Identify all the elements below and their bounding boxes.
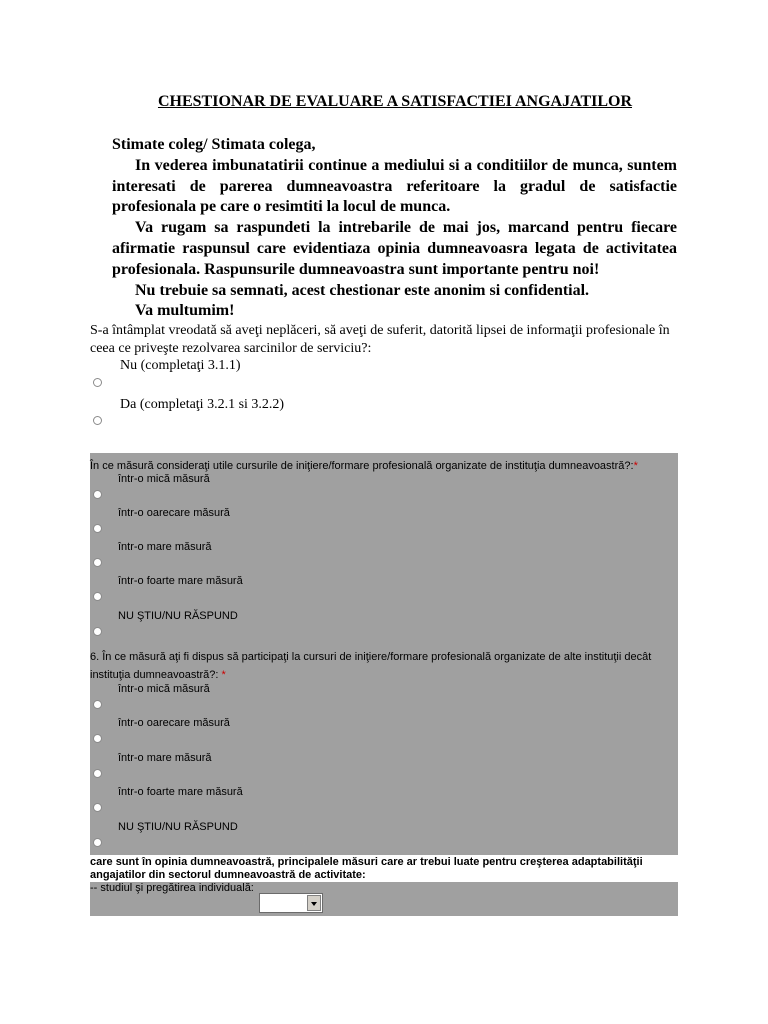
intro-text [112, 135, 677, 322]
question-7-text [90, 856, 643, 882]
q1-radio-no[interactable] [93, 378, 102, 387]
q5-option-label: într-o foarte mare măsură [118, 575, 243, 587]
question-7-sub-item: -- studiul şi pregătirea individuală: [90, 882, 254, 894]
intro-paragraph-4: Va multumim! [135, 302, 235, 320]
question-7-line-2: angajatilor din sectorul dumneavoastră de activitate: [90, 869, 366, 881]
q6-radio-1[interactable] [93, 700, 102, 709]
question-6-text [90, 650, 680, 683]
q6-radio-2[interactable] [93, 734, 102, 743]
question-1-text: S-a întâmplat vreodată să aveţi neplăceri, să aveţi de suferit, datorită lipsei de informaţii profesionale în ceea ce priveşte rezolvarea sarcinilor de serviciu?: [90, 323, 670, 356]
required-mark: * [221, 669, 226, 681]
q5-radio-3[interactable] [93, 558, 102, 567]
greeting: Stimate coleg/ Stimata colega, [112, 136, 316, 153]
individual-study-select[interactable] [259, 893, 323, 913]
q1-option-label: Da (completaţi 3.2.1 si 3.2.2) [120, 397, 285, 412]
q6-radio-3[interactable] [93, 769, 102, 778]
intro-paragraph-1: In vederea imbunatatirii continue a mediului si a conditiilor de munca, suntem interesati de parerea dumneavoastra referitoare la gradul de satisfactie profesionala pe care o resimtiti la locul de munca. [112, 156, 677, 216]
q1-option-label: Nu (completaţi 3.1.1) [120, 358, 241, 373]
q5-option-label: într-o mică măsură [118, 473, 210, 485]
q6-option-label: într-o foarte mare măsură [118, 786, 243, 798]
required-mark: * [633, 460, 638, 472]
page-title: CHESTIONAR DE EVALUARE A SATISFACTIEI ANGAJATILOR [157, 93, 633, 110]
q6-option-label: într-o oarecare măsură [118, 717, 230, 729]
q6-radio-5[interactable] [93, 838, 102, 847]
chevron-down-icon[interactable] [307, 895, 321, 911]
q1-radio-yes[interactable] [93, 416, 102, 425]
q6-option-label: într-o mare măsură [118, 752, 212, 764]
intro-paragraph-2: Va rugam sa raspundeti la intrebarile de mai jos, marcand pentru fiecare afirmatie raspunsul care evidentiaza opinia dumneavoasra legata de activitatea profesionala. Raspunsurile dumneavoastra sunt importante pentru noi! [112, 219, 677, 278]
q5-option-label: într-o oarecare măsură [118, 507, 230, 519]
q5-radio-5[interactable] [93, 627, 102, 636]
question-5-label: În ce măsură consideraţi utile cursurile de iniţiere/formare profesională organizate de instituţia dumneavoastră?: [90, 460, 634, 472]
q5-radio-4[interactable] [93, 592, 102, 601]
intro-paragraph-3: Nu trebuie sa semnati, acest chestionar este anonim si confidential. [135, 281, 590, 299]
question-5-text [90, 459, 680, 474]
question-7-line-1: care sunt în opinia dumneavoastră, principalele măsuri care ar trebui luate pentru creşterea adaptabilităţii [90, 856, 643, 868]
q6-option-label: NU ŞTIU/NU RĂSPUND [118, 821, 238, 833]
q6-option-label: într-o mică măsură [118, 683, 210, 695]
q5-option-label: NU ŞTIU/NU RĂSPUND [118, 610, 238, 622]
q5-radio-1[interactable] [93, 490, 102, 499]
q6-radio-4[interactable] [93, 803, 102, 812]
q5-option-label: într-o mare măsură [118, 541, 212, 553]
q5-radio-2[interactable] [93, 524, 102, 533]
question-6-line-1: 6. În ce măsură aţi fi dispus să participaţi la cursuri de iniţiere/formare profesională organizate de alte instituţii decât [90, 651, 652, 663]
question-6-line-2: instituţia dumneavoastră?: [90, 669, 222, 681]
